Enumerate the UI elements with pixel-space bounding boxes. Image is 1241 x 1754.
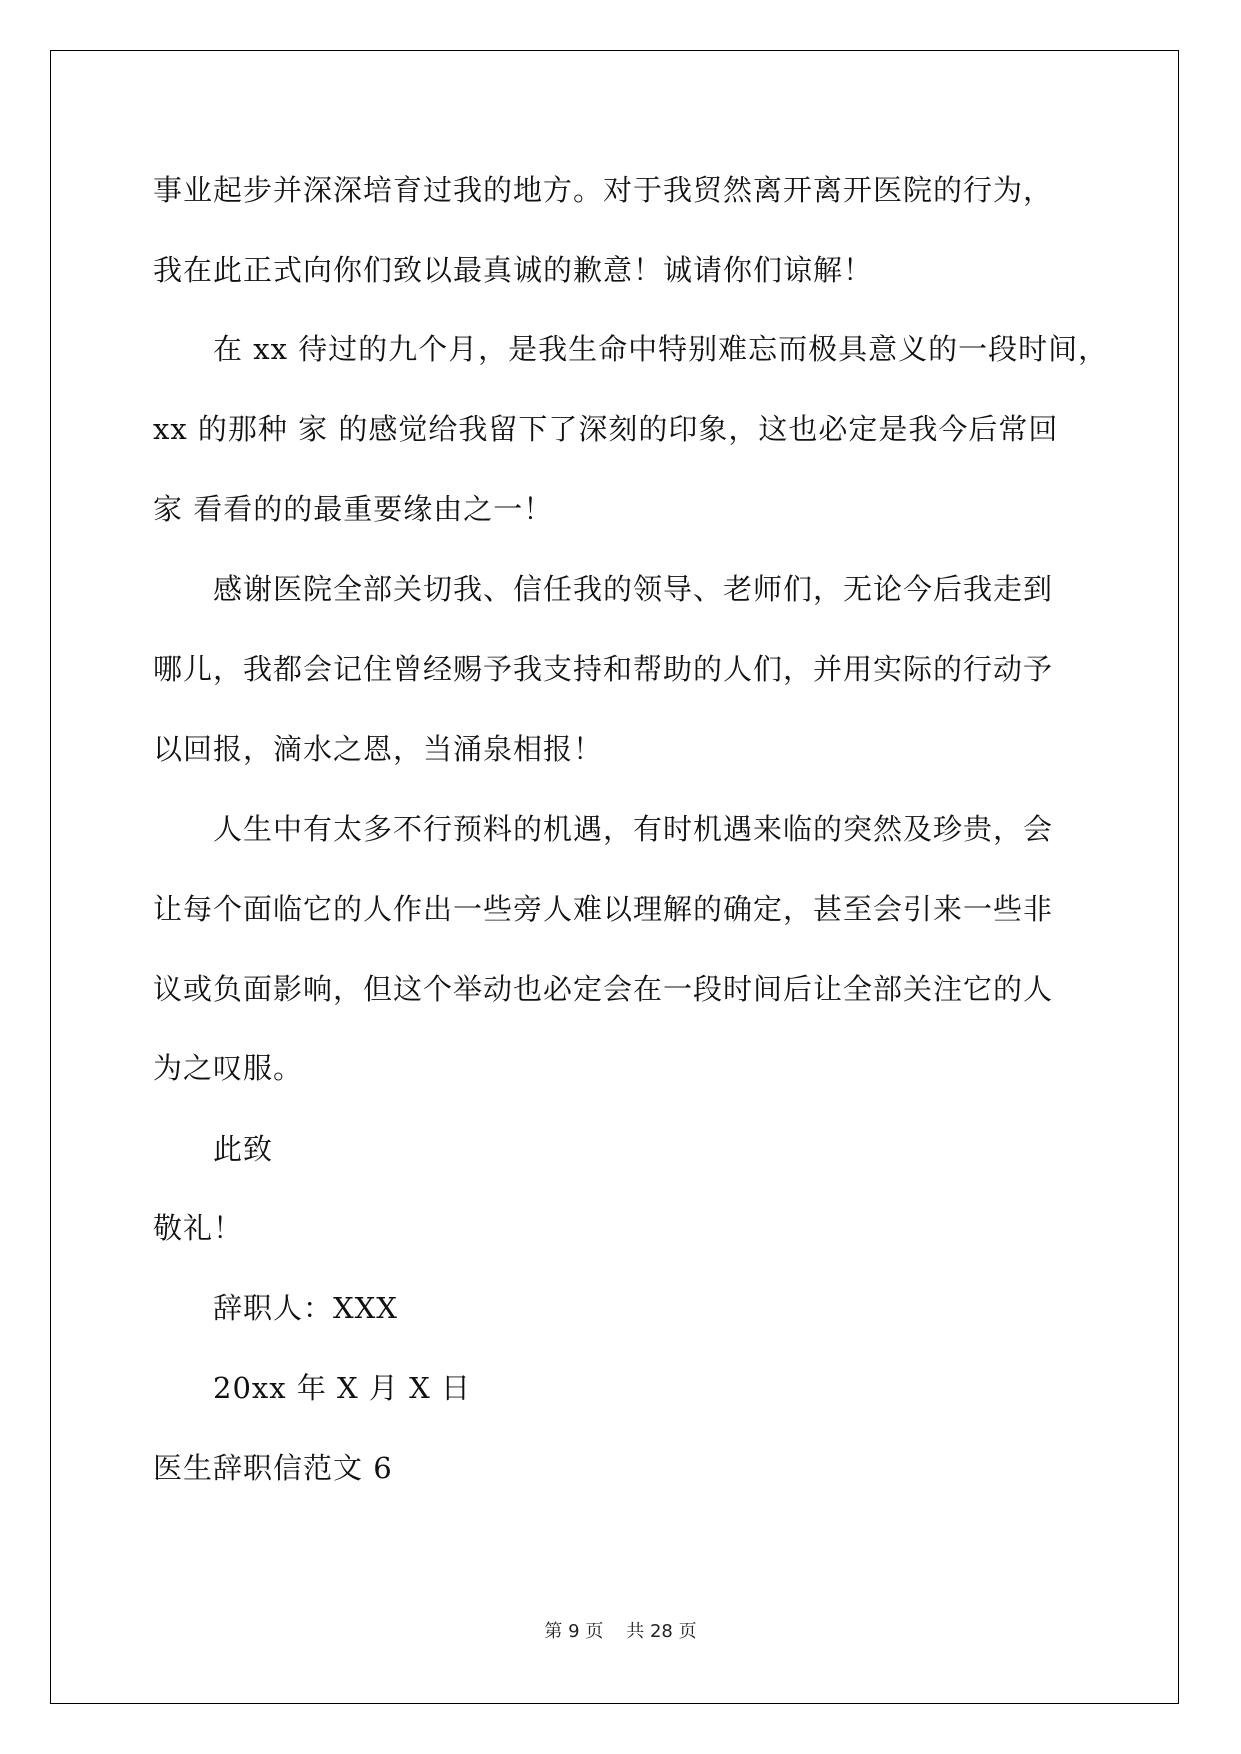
page-number: 第 9 页 [544,1621,604,1642]
salutation: 敬礼！ [153,1211,244,1245]
paragraph-start-line: 人生中有太多不行预料的机遇，有时机遇来临的突然及珍贵，会 [213,812,1054,846]
body-line: 家 看看的的最重要缘由之一！ [153,492,554,526]
body-line: xx 的那种 家 的感觉给我留下了深刻的印象，这也必定是我今后常回 [153,412,1059,446]
paragraph-start-line: 在 xx 待过的九个月，是我生命中特别难忘而极具意义的一段时间， [213,332,1109,366]
paragraph-start-line: 感谢医院全部关切我、信任我的领导、老师们，无论今后我走到 [213,572,1054,606]
body-line: 议或负面影响，但这个举动也必定会在一段时间后让全部关注它的人 [153,972,1054,1006]
body-line: 让每个面临它的人作出一些旁人难以理解的确定，甚至会引来一些非 [153,892,1054,926]
closing-phrase: 此致 [213,1132,274,1166]
body-line: 哪儿，我都会记住曾经赐予我支持和帮助的人们，并用实际的行动予 [153,652,1054,686]
page-total: 共 28 页 [626,1621,697,1642]
body-line: 事业起步并深深培育过我的地方。对于我贸然离开离开医院的行为， [153,173,1054,207]
date-line: 20xx 年 X 月 X 日 [213,1371,471,1405]
section-heading: 医生辞职信范文 6 [153,1451,393,1485]
body-line: 为之叹服。 [153,1051,304,1085]
page-footer [0,1617,1241,1643]
body-line: 以回报，滴水之恩，当涌泉相报！ [153,732,604,766]
signature-line: 辞职人：XXX [213,1291,398,1325]
body-line: 我在此正式向你们致以最真诚的歉意！诚请你们谅解！ [153,253,874,287]
